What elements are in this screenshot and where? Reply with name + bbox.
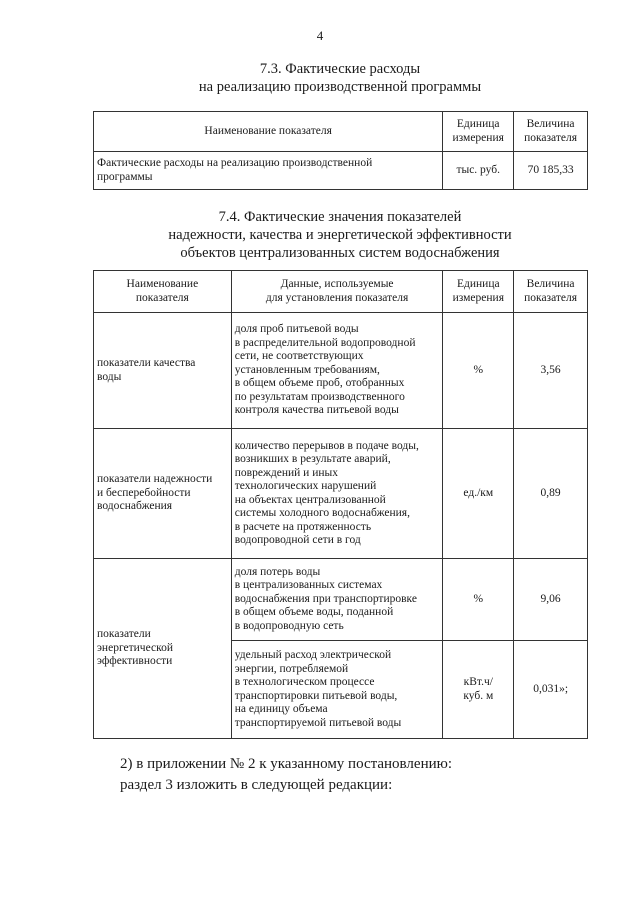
header-name: Наименование показателя [94, 271, 232, 313]
paragraph-line: 2) в приложении № 2 к указанному постановлению: [120, 756, 452, 772]
table-header-row [94, 271, 588, 313]
header-value: Величина показателя [514, 271, 588, 313]
table-row [94, 313, 588, 429]
indicators-table [93, 270, 588, 739]
title-line: 7.4. Фактические значения показателей [218, 209, 462, 225]
row-unit: ед./км [443, 429, 514, 559]
row-name: показатели надежности и бесперебойности водоснабжения [94, 429, 232, 559]
section-7-4-title [80, 208, 600, 262]
table-row [94, 559, 588, 641]
row-value: 70 185,33 [514, 152, 588, 190]
row-value: 0,031»; [514, 641, 588, 739]
table-row [94, 152, 588, 190]
title-line: 7.3. Фактические расходы [259, 61, 421, 77]
section-7-3-title [80, 60, 600, 96]
title-line: надежности, качества и энергетической эффективности [168, 227, 512, 243]
title-line: объектов централизованных систем водоснабжения [180, 245, 500, 261]
page-number: 4 [316, 28, 324, 43]
row-value: 3,56 [514, 313, 588, 429]
header-unit: Единица измерения [443, 271, 514, 313]
row-data: доля потерь воды в централизованных системах водоснабжения при транспортировке в общем объеме воды, поданной в водопроводную сеть [231, 559, 443, 641]
row-unit: % [443, 313, 514, 429]
row-data: доля проб питьевой воды в распределительной водопроводной сети, не соответствующих установленным требованиям, в общем объеме проб, отобранных по результатам производственного контроля качества питьевой воды [231, 313, 443, 429]
row-value: 0,89 [514, 429, 588, 559]
row-value: 9,06 [514, 559, 588, 641]
header-value: Величина показателя [514, 112, 588, 152]
paragraph-line: раздел 3 изложить в следующей редакции: [120, 777, 393, 793]
row-unit: кВт.ч/ куб. м [443, 641, 514, 739]
row-unit: тыс. руб. [443, 152, 514, 190]
actual-expenses-table [93, 111, 588, 190]
row-data: количество перерывов в подаче воды, возникших в результате аварий, повреждений и иных технологических нарушений на объектах централизованной системы холодного водоснабжения, в расчете на протяженность водопроводной сети в год [231, 429, 443, 559]
table-row [94, 429, 588, 559]
header-data: Данные, используемые для установления показателя [231, 271, 443, 313]
row-data: удельный расход электрической энергии, потребляемой в технологическом процессе транспортировки питьевой воды, на единицу объема транспортируемой питьевой воды [231, 641, 443, 739]
row-name: Фактические расходы на реализацию производственной программы [94, 152, 443, 190]
header-unit: Единица измерения [443, 112, 514, 152]
row-name: показатели качества воды [94, 313, 232, 429]
row-unit: % [443, 559, 514, 641]
row-name: показатели энергетической эффективности [94, 559, 232, 739]
header-name: Наименование показателя [94, 112, 443, 152]
amendment-paragraph [120, 754, 452, 796]
table-header-row [94, 112, 588, 152]
title-line: на реализацию производственной программы [198, 79, 482, 95]
